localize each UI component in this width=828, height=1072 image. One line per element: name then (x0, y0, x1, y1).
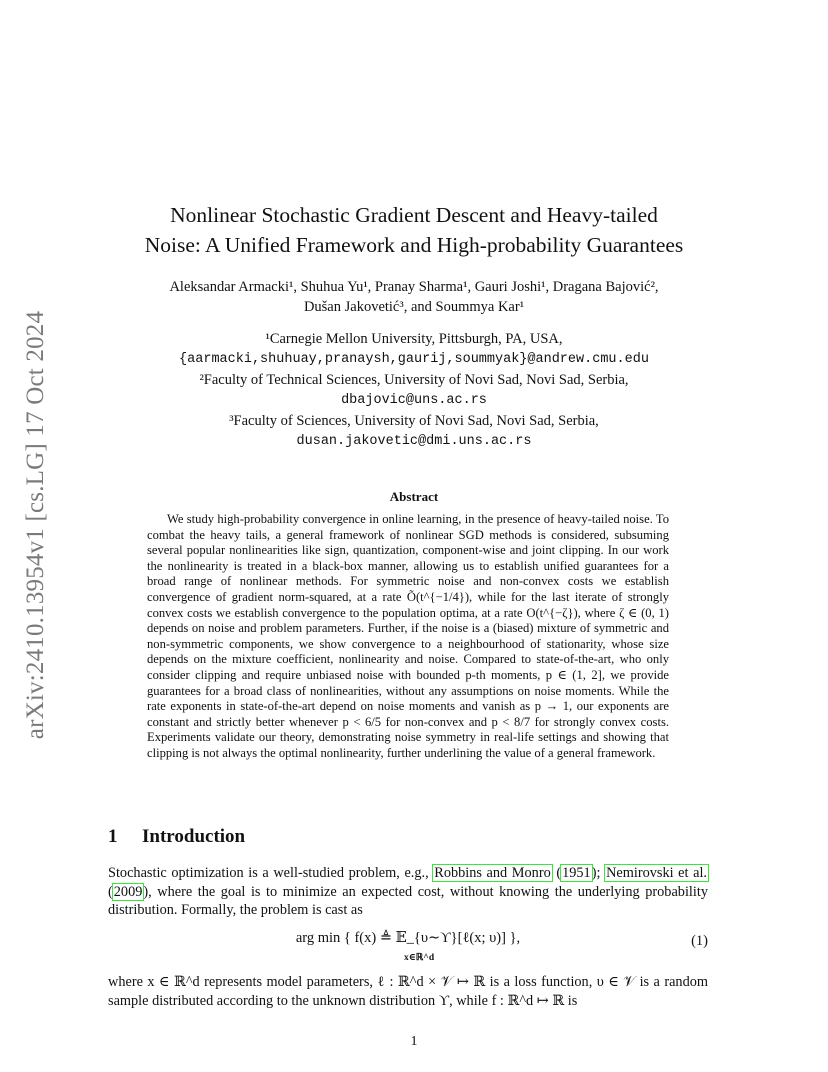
citation-nemirovski-year[interactable]: 2009 (113, 883, 143, 900)
citation-robbins-monro[interactable]: Robbins and Monro (434, 865, 551, 881)
affiliation-2-email[interactable]: dbajovic@uns.ac.rs (341, 392, 487, 408)
page-number: 1 (410, 1034, 418, 1049)
title-line-1: Nonlinear Stochastic Gradient Descent and Heavy-tailed (170, 203, 658, 227)
title-line-2: Noise: A Unified Framework and High-probability Guarantees (144, 233, 684, 257)
affiliation-2-name: ²Faculty of Technical Sciences, University of Novi Sad, Novi Sad, Serbia, (199, 372, 629, 388)
authors-line-1: Aleksandar Armacki¹, Shuhua Yu¹, Pranay Sharma¹, Gauri Joshi¹, Dragana Bajović², (169, 279, 659, 295)
intro-p1-text-b: ), where the goal is to minimize an expected cost, without knowing the underlying probability distribution. Formally, the problem is cast as (108, 883, 708, 918)
paper-title (0, 200, 828, 260)
authors-line-2: Dušan Jakovetić³, and Soummya Kar¹ (303, 299, 525, 315)
author-list (0, 277, 828, 317)
section-heading-introduction (108, 826, 245, 848)
affiliations (0, 329, 828, 452)
citation-nemirovski[interactable]: Nemirovski et al. (606, 865, 707, 881)
equation-1 (108, 928, 708, 966)
affiliation-3-name: ³Faculty of Sciences, University of Novi Sad, Novi Sad, Serbia, (229, 413, 599, 429)
intro-paragraph-1: Stochastic optimization is a well-studied problem, e.g., Robbins and Monro (1951); Nemirovski et al. (2009), where the goal is to minimize an expected cost, without knowing the underlying probability distribution. Formally, the problem is cast as (108, 865, 708, 918)
equation-body: arg min { f(x) ≜ 𝔼_{υ∼ϒ}[ℓ(x; υ)] }, (295, 930, 521, 946)
equation-subscript: x∈ℝ^d (404, 953, 435, 963)
equation-number: (1) (691, 933, 708, 949)
section-number: 1 (108, 826, 118, 847)
affiliation-1-email[interactable]: {aarmacki,shuhuay,pranaysh,gaurij,soummyak}@andrew.cmu.edu (179, 351, 649, 367)
citation-separator: ; (596, 865, 606, 881)
intro-paragraph-2: where x ∈ ℝ^d represents model parameters, ℓ : ℝ^d × 𝒱 ↦ ℝ is a loss function, υ ∈ 𝒱 is a random sample distributed according to the unknown distribution ϒ, while f : ℝ^d ↦ ℝ is (108, 974, 708, 1009)
abstract-heading: Abstract (389, 489, 439, 504)
intro-p1-text-a: Stochastic optimization is a well-studied problem, e.g., (108, 865, 434, 881)
affiliation-1-name: ¹Carnegie Mellon University, Pittsburgh, PA, USA, (265, 331, 563, 347)
citation-robbins-monro-year[interactable]: 1951 (562, 865, 591, 881)
affiliation-3-email[interactable]: dusan.jakovetic@dmi.uns.ac.rs (296, 433, 532, 449)
abstract-body: We study high-probability convergence in online learning, in the presence of heavy-tailed noise. To combat the heavy tails, a general framework of nonlinear SGD methods is considered, subsuming several popular nonlinearities like sign, quantization, component-wise and joint clipping. In our work the nonlinearity is treated in a black-box manner, allowing us to establish unified guarantees for a broad range of nonlinear methods. For symmetric noise and non-convex costs we establish convergence of gradient norm-squared, at a rate Õ(t^{−1/4}), while for the last iterate of strongly convex costs we establish convergence to the population optima, at a rate O(t^{−ζ}), where ζ ∈ (0, 1) depends on noise and problem parameters. Further, if the noise is a (biased) mixture of symmetric and non-symmetric components, we show convergence to a neighbourhood of stationarity, whose size depends on the mixture coefficient, nonlinearity and noise. Compared to state-of-the-art, who only consider clipping and require unbiased noise with bounded p-th moments, p ∈ (1, 2], we provide guarantees for a broad class of nonlinearities, without any assumptions on noise moments. While the rate exponents in state-of-the-art depend on noise moments and vanish as p → 1, our exponents are constant and strictly better whenever p < 6/5 for non-convex and p < 8/7 for strongly convex costs. Experiments validate our theory, demonstrating noise symmetry in real-life settings and showing that clipping is not always the optimal nonlinearity, further underlining the value of a general framework. (147, 512, 669, 760)
arxiv-identifier: arXiv:2410.13954v1 [cs.LG] 17 Oct 2024 (22, 310, 49, 740)
section-title: Introduction (142, 826, 246, 847)
